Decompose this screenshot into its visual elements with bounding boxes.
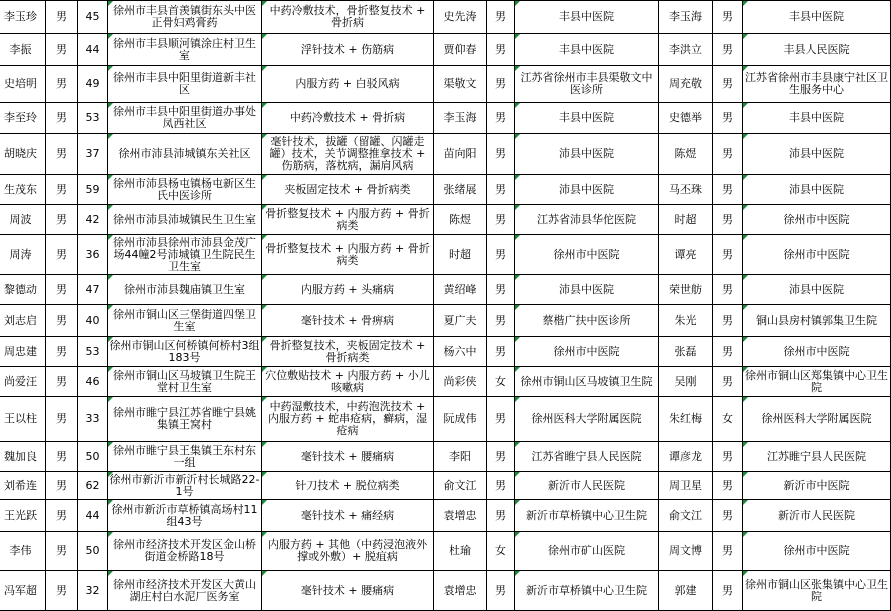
mentor2-name-cell: 谭亮: [659, 235, 713, 275]
student-age-cell: 42: [78, 205, 108, 235]
mentor2-name-cell: 俞文江: [659, 500, 713, 532]
address-cell: 徐州市经济技术开发区大黄山湖庄村白水泥厂医务室: [108, 571, 262, 611]
student-age-cell: 53: [78, 103, 108, 134]
mentor2-unit-cell: 新沂市中医院: [743, 472, 891, 500]
table-row: [0, 275, 891, 305]
mentor1-sex-cell: 女: [487, 532, 515, 571]
student-age-cell: 40: [78, 305, 108, 337]
mentor1-name-cell: 俞文江: [434, 472, 487, 500]
mentor1-sex-cell: 男: [487, 34, 515, 66]
mentor2-unit-cell: 铜山县房村镇郭集卫生院: [743, 305, 891, 337]
mentor1-name-cell: 袁增忠: [434, 500, 487, 532]
student-sex-cell: 男: [46, 66, 78, 103]
address-cell: 徐州市丰县顺河镇涂庄村卫生室: [108, 34, 262, 66]
skill-disease-cell: 内服方药 + 白驳风病: [262, 66, 434, 103]
mentor2-sex-cell: 男: [713, 442, 743, 472]
mentor2-unit-cell: 沛县中医院: [743, 134, 891, 175]
mentor2-sex-cell: 男: [713, 500, 743, 532]
mentor1-sex-cell: 男: [487, 1, 515, 34]
skill-disease-cell: 毫针技术 + 痛经病: [262, 500, 434, 532]
mentor2-unit-cell: 徐州市铜山区郑集镇中心卫生院: [743, 367, 891, 397]
mentor1-sex-cell: 男: [487, 235, 515, 275]
mentor2-name-cell: 周充敬: [659, 66, 713, 103]
mentor1-name-cell: 杜瑜: [434, 532, 487, 571]
mentor2-unit-cell: 徐州市中医院: [743, 235, 891, 275]
mentor1-name-cell: 阮成伟: [434, 397, 487, 442]
student-age-cell: 59: [78, 175, 108, 205]
mentor2-unit-cell: 徐州市中医院: [743, 205, 891, 235]
mentor2-name-cell: 周卫星: [659, 472, 713, 500]
address-cell: 徐州市经济技术开发区金山桥街道金桥路18号: [108, 532, 262, 571]
mentor1-sex-cell: 女: [487, 367, 515, 397]
mentor1-sex-cell: 男: [487, 275, 515, 305]
student-sex-cell: 男: [46, 134, 78, 175]
mentor2-unit-cell: 丰县中医院: [743, 103, 891, 134]
address-cell: 徐州市沛县沛城镇民生卫生室: [108, 205, 262, 235]
mentor1-sex-cell: 男: [487, 500, 515, 532]
student-age-cell: 49: [78, 66, 108, 103]
skill-disease-cell: 毫针技术，拔罐（留罐、闪罐走罐）技术，关节调整推拿技术 + 伤筋病，落枕病，漏肩风病: [262, 134, 434, 175]
student-name-cell: 李伟: [0, 532, 46, 571]
address-cell: 徐州市沛县魏庙镇卫生室: [108, 275, 262, 305]
skill-disease-cell: 浮针技术 + 伤筋病: [262, 34, 434, 66]
mentor2-sex-cell: 男: [713, 1, 743, 34]
student-name-cell: 生茂东: [0, 175, 46, 205]
student-name-cell: 王以柱: [0, 397, 46, 442]
table-row: [0, 205, 891, 235]
table-row: [0, 571, 891, 611]
table-row: [0, 66, 891, 103]
student-name-cell: 周忠建: [0, 337, 46, 367]
student-name-cell: 刘希连: [0, 472, 46, 500]
mentor2-name-cell: 郭建: [659, 571, 713, 611]
mentor1-unit-cell: 江苏省徐州市丰县渠敬文中医诊所: [515, 66, 659, 103]
mentor2-sex-cell: 女: [713, 397, 743, 442]
student-sex-cell: 男: [46, 103, 78, 134]
mentor2-unit-cell: 新沂市人民医院: [743, 500, 891, 532]
mentor1-sex-cell: 男: [487, 66, 515, 103]
student-sex-cell: 男: [46, 275, 78, 305]
mentor1-unit-cell: 沛县中医院: [515, 134, 659, 175]
mentor1-sex-cell: 男: [487, 571, 515, 611]
mentor1-name-cell: 贾仰春: [434, 34, 487, 66]
mentor1-sex-cell: 男: [487, 134, 515, 175]
student-name-cell: 黎德动: [0, 275, 46, 305]
mentor2-sex-cell: 男: [713, 472, 743, 500]
table-row: [0, 337, 891, 367]
student-name-cell: 周波: [0, 205, 46, 235]
mentor2-sex-cell: 男: [713, 103, 743, 134]
table-row: [0, 500, 891, 532]
mentor2-sex-cell: 男: [713, 532, 743, 571]
student-sex-cell: 男: [46, 532, 78, 571]
student-age-cell: 44: [78, 34, 108, 66]
student-age-cell: 32: [78, 571, 108, 611]
mentor1-unit-cell: 徐州市中医院: [515, 235, 659, 275]
student-sex-cell: 男: [46, 571, 78, 611]
address-cell: 徐州市睢宁县江苏省睢宁县姚集镇王窝村: [108, 397, 262, 442]
student-name-cell: 李玉珍: [0, 1, 46, 34]
table-row: [0, 367, 891, 397]
mentor1-name-cell: 杨六中: [434, 337, 487, 367]
student-sex-cell: 男: [46, 500, 78, 532]
table-row: [0, 175, 891, 205]
mentor1-unit-cell: 丰县中医院: [515, 103, 659, 134]
student-sex-cell: 男: [46, 367, 78, 397]
student-name-cell: 冯军超: [0, 571, 46, 611]
mentor2-sex-cell: 男: [713, 337, 743, 367]
mentor2-sex-cell: 男: [713, 235, 743, 275]
student-age-cell: 47: [78, 275, 108, 305]
mentor2-name-cell: 史德举: [659, 103, 713, 134]
student-sex-cell: 男: [46, 442, 78, 472]
table-row: [0, 532, 891, 571]
mentor2-unit-cell: 丰县中医院: [743, 1, 891, 34]
mentor2-sex-cell: 男: [713, 66, 743, 103]
mentor1-sex-cell: 男: [487, 175, 515, 205]
skill-disease-cell: 内服方药 + 其他（中药浸泡液外撑或外敷）+ 脱疽病: [262, 532, 434, 571]
mentor1-unit-cell: 丰县中医院: [515, 1, 659, 34]
skill-disease-cell: 穴位敷贴技术 + 内服方药 + 小儿咳嗽病: [262, 367, 434, 397]
address-cell: 徐州市铜山区三堡街道四堡卫生室: [108, 305, 262, 337]
mentor1-sex-cell: 男: [487, 305, 515, 337]
mentor2-name-cell: 谭彦龙: [659, 442, 713, 472]
student-sex-cell: 男: [46, 1, 78, 34]
table-row: [0, 103, 891, 134]
mentor2-name-cell: 李洪立: [659, 34, 713, 66]
address-cell: 徐州市沛县沛城镇东关社区: [108, 134, 262, 175]
mentor1-name-cell: 李玉海: [434, 103, 487, 134]
mentor1-name-cell: 渠敬文: [434, 66, 487, 103]
mentor2-name-cell: 陈煜: [659, 134, 713, 175]
mentor2-unit-cell: 徐州医科大学附属医院: [743, 397, 891, 442]
mentor2-unit-cell: 沛县中医院: [743, 175, 891, 205]
mentor2-sex-cell: 男: [713, 571, 743, 611]
mentor1-sex-cell: 男: [487, 472, 515, 500]
mentor1-unit-cell: 沛县中医院: [515, 275, 659, 305]
student-name-cell: 胡晓庆: [0, 134, 46, 175]
skill-disease-cell: 骨折整复技术，夹板固定技术 + 骨折病类: [262, 337, 434, 367]
skill-disease-cell: 毫针技术 + 腰痛病: [262, 442, 434, 472]
address-cell: 徐州市睢宁县王集镇王东村东一组: [108, 442, 262, 472]
student-age-cell: 37: [78, 134, 108, 175]
mentor2-unit-cell: 丰县人民医院: [743, 34, 891, 66]
mentor1-name-cell: 李阳: [434, 442, 487, 472]
student-name-cell: 尚爱汪: [0, 367, 46, 397]
student-sex-cell: 男: [46, 472, 78, 500]
student-name-cell: 魏加良: [0, 442, 46, 472]
mentor2-sex-cell: 男: [713, 34, 743, 66]
table-row: [0, 397, 891, 442]
mentor2-name-cell: 时超: [659, 205, 713, 235]
skill-disease-cell: 中药冷敷技术 + 骨折病: [262, 103, 434, 134]
mentor1-unit-cell: 徐州市中医院: [515, 337, 659, 367]
skill-disease-cell: 骨折整复技术 + 内服方药 + 骨折病类: [262, 205, 434, 235]
table-row: [0, 134, 891, 175]
table-row: [0, 34, 891, 66]
mentor2-sex-cell: 男: [713, 134, 743, 175]
mentor1-sex-cell: 男: [487, 397, 515, 442]
table-row: [0, 235, 891, 275]
mentor2-name-cell: 李玉海: [659, 1, 713, 34]
student-sex-cell: 男: [46, 175, 78, 205]
student-age-cell: 44: [78, 500, 108, 532]
table-row: [0, 442, 891, 472]
mentor2-unit-cell: 徐州市中医院: [743, 532, 891, 571]
skill-disease-cell: 内服方药 + 头痛病: [262, 275, 434, 305]
skill-disease-cell: 毫针技术 + 骨痹病: [262, 305, 434, 337]
skill-disease-cell: 中药湿敷技术，中药泡洗技术 + 内服方药 + 蛇串疮病，癣病，湿疮病: [262, 397, 434, 442]
mentor2-unit-cell: 江苏睢宁县人民医院: [743, 442, 891, 472]
student-sex-cell: 男: [46, 337, 78, 367]
mentor2-name-cell: 吴刚: [659, 367, 713, 397]
mentor2-sex-cell: 男: [713, 205, 743, 235]
skill-disease-cell: 中药冷敷技术，骨折整复技术 + 骨折病: [262, 1, 434, 34]
mentor1-unit-cell: 丰县中医院: [515, 34, 659, 66]
mentor1-unit-cell: 新沂市草桥镇中心卫生院: [515, 500, 659, 532]
mentor1-sex-cell: 男: [487, 205, 515, 235]
address-cell: 徐州市铜山区何桥镇何桥村3组183号: [108, 337, 262, 367]
mentor1-sex-cell: 男: [487, 337, 515, 367]
mentor2-sex-cell: 男: [713, 275, 743, 305]
mentor1-name-cell: 袁增忠: [434, 571, 487, 611]
mentor2-name-cell: 马丕珠: [659, 175, 713, 205]
student-sex-cell: 男: [46, 34, 78, 66]
student-name-cell: 李振: [0, 34, 46, 66]
mentor2-sex-cell: 男: [713, 305, 743, 337]
mentor1-name-cell: 黄绍峰: [434, 275, 487, 305]
table-row: [0, 305, 891, 337]
student-age-cell: 50: [78, 532, 108, 571]
student-age-cell: 33: [78, 397, 108, 442]
address-cell: 徐州市丰县中阳里街道办事处凤西社区: [108, 103, 262, 134]
address-cell: 徐州市新沂市新沂村长城路22-1号: [108, 472, 262, 500]
mentor1-unit-cell: 江苏省睢宁县人民医院: [515, 442, 659, 472]
student-age-cell: 50: [78, 442, 108, 472]
mentor2-name-cell: 朱红梅: [659, 397, 713, 442]
address-cell: 徐州市沛县杨屯镇杨屯新区生氏中医诊所: [108, 175, 262, 205]
student-age-cell: 45: [78, 1, 108, 34]
address-cell: 徐州市丰县中阳里街道新丰社区: [108, 66, 262, 103]
table-row: [0, 1, 891, 34]
student-age-cell: 36: [78, 235, 108, 275]
mentor1-name-cell: 尚彩侠: [434, 367, 487, 397]
mentor1-unit-cell: 徐州市铜山区马坡镇卫生院: [515, 367, 659, 397]
mentor2-unit-cell: 江苏省徐州市丰县康宁社区卫生服务中心: [743, 66, 891, 103]
mentor1-unit-cell: 新沂市人民医院: [515, 472, 659, 500]
mentor1-sex-cell: 男: [487, 103, 515, 134]
mentor1-unit-cell: 沛县中医院: [515, 175, 659, 205]
address-cell: 徐州市丰县首羡镇街东头中医正骨妇鸡膏药: [108, 1, 262, 34]
address-cell: 徐州市沛县徐州市沛县金茂广场44幢2号沛城镇卫生院民生卫生室: [108, 235, 262, 275]
mentor1-name-cell: 张绪展: [434, 175, 487, 205]
mentor1-unit-cell: 徐州市矿山医院: [515, 532, 659, 571]
mentor2-unit-cell: 徐州市铜山区张集镇中心卫生院: [743, 571, 891, 611]
mentor2-unit-cell: 沛县中医院: [743, 275, 891, 305]
mentor2-sex-cell: 男: [713, 175, 743, 205]
skill-disease-cell: 骨折整复技术 + 内服方药 + 骨折病类: [262, 235, 434, 275]
table-body: [0, 1, 891, 611]
student-name-cell: 周涛: [0, 235, 46, 275]
student-age-cell: 46: [78, 367, 108, 397]
mentor1-name-cell: 苗向阳: [434, 134, 487, 175]
mentor1-unit-cell: 蔡楷广扶中医诊所: [515, 305, 659, 337]
address-cell: 徐州市新沂市草桥镇高场村11组43号: [108, 500, 262, 532]
student-sex-cell: 男: [46, 305, 78, 337]
student-name-cell: 王光跃: [0, 500, 46, 532]
student-sex-cell: 男: [46, 235, 78, 275]
student-name-cell: 史培明: [0, 66, 46, 103]
mentor2-unit-cell: 徐州市中医院: [743, 337, 891, 367]
mentor1-sex-cell: 男: [487, 442, 515, 472]
mentor1-name-cell: 时超: [434, 235, 487, 275]
student-name-cell: 刘志启: [0, 305, 46, 337]
student-age-cell: 53: [78, 337, 108, 367]
mentor2-name-cell: 朱光: [659, 305, 713, 337]
mentor1-name-cell: 陈煜: [434, 205, 487, 235]
mentor2-name-cell: 周文博: [659, 532, 713, 571]
table-row: [0, 472, 891, 500]
mentor1-name-cell: 夏广夫: [434, 305, 487, 337]
skill-disease-cell: 毫针技术 + 腰痛病: [262, 571, 434, 611]
skill-disease-cell: 针刀技术 + 脱位病类: [262, 472, 434, 500]
mentor1-unit-cell: 江苏省沛县华佗医院: [515, 205, 659, 235]
mentor2-name-cell: 张磊: [659, 337, 713, 367]
mentor1-unit-cell: 徐州医科大学附属医院: [515, 397, 659, 442]
address-cell: 徐州市铜山区马坡镇卫生院王堂村卫生室: [108, 367, 262, 397]
student-sex-cell: 男: [46, 205, 78, 235]
skill-disease-cell: 夹板固定技术 + 骨折病类: [262, 175, 434, 205]
student-age-cell: 62: [78, 472, 108, 500]
mentor2-sex-cell: 男: [713, 367, 743, 397]
student-sex-cell: 男: [46, 397, 78, 442]
mentor2-name-cell: 荣世舫: [659, 275, 713, 305]
mentor1-name-cell: 史先涛: [434, 1, 487, 34]
mentor1-unit-cell: 新沂市草桥镇中心卫生院: [515, 571, 659, 611]
student-name-cell: 李至玲: [0, 103, 46, 134]
